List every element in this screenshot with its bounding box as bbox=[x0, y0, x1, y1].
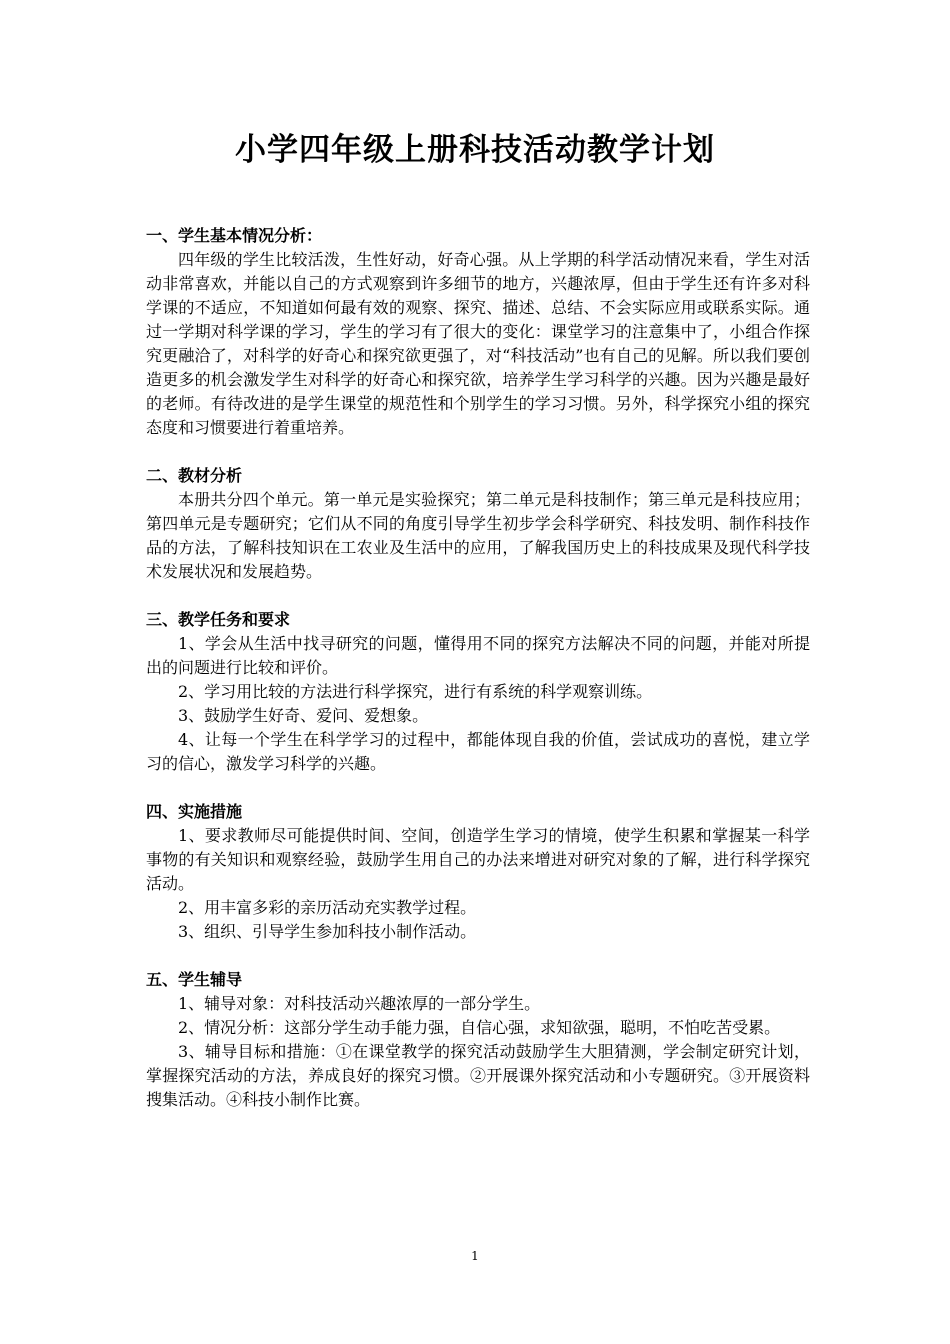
list-item: 1、辅导对象：对科技活动兴趣浓厚的一部分学生。 bbox=[178, 994, 541, 1013]
section-textbook-analysis bbox=[146, 464, 810, 584]
section-paragraph: 本册共分四个单元。第一单元是实验探究；第二单元是科技制作；第三单元是科技应用；第四单元是专题研究；它们从不同的角度引导学生初步学会科学研究、科技发明、制作科技作品的方法，了解科技知识在工农业及生活中的应用，了解我国历史上的科技成果及现代科学技术发展状况和发展趋势。 bbox=[146, 490, 810, 581]
section-paragraph: 四年级的学生比较活泼，生性好动，好奇心强。从上学期的科学活动情况来看，学生对活动非常喜欢，并能以自己的方式观察到许多细节的地方，兴趣浓厚，但由于学生还有许多对科学课的不适应，不知道如何最有效的观察、探究、描述、总结、不会实际应用或联系实际。通过一学期对科学课的学习，学生的学习有了很大的变化：课堂学习的注意集中了，小组合作探究更融洽了，对科学的好奇心和探究欲更强了，对“科技活动”也有自己的见解。所以我们要创造更多的机会激发学生对科学的好奇心和探究欲，培养学生学习科学的兴趣。因为兴趣是最好的老师。有待改进的是学生课堂的规范性和个别学生的学习习惯。另外，科学探究小组的探究态度和习惯要进行着重培养。 bbox=[146, 250, 810, 437]
page-number: 1 bbox=[471, 1249, 479, 1263]
section-student-analysis bbox=[146, 224, 810, 440]
section-heading: 一、学生基本情况分析： bbox=[146, 226, 323, 245]
list-item: 4、让每一个学生在科学学习的过程中，都能体现自我的价值，尝试成功的喜悦，建立学习的信心，激发学习科学的兴趣。 bbox=[146, 730, 810, 773]
document-title: 小学四年级上册科技活动教学计划 bbox=[235, 132, 715, 168]
list-item: 3、辅导目标和措施：①在课堂教学的探究活动鼓励学生大胆猜测，学会制定研究计划，掌握探究活动的方法，养成良好的探究习惯。②开展课外探究活动和小专题研究。③开展资料搜集活动。④科技小制作比赛。 bbox=[146, 1042, 810, 1109]
section-heading: 四、实施措施 bbox=[146, 802, 243, 821]
list-item: 2、学习用比较的方法进行科学探究，进行有系统的科学观察训练。 bbox=[178, 682, 653, 701]
section-heading: 二、教材分析 bbox=[146, 466, 243, 485]
section-student-tutoring bbox=[146, 968, 810, 1112]
document-body bbox=[146, 224, 810, 1136]
list-item: 3、组织、引导学生参加科技小制作活动。 bbox=[178, 922, 477, 941]
list-item: 3、鼓励学生好奇、爱问、爱想象。 bbox=[178, 706, 429, 725]
list-item: 2、用丰富多彩的亲历活动充实教学过程。 bbox=[178, 898, 477, 917]
section-heading: 五、学生辅导 bbox=[146, 970, 243, 989]
section-teaching-tasks bbox=[146, 608, 810, 776]
section-heading: 三、教学任务和要求 bbox=[146, 610, 291, 629]
list-item: 1、要求教师尽可能提供时间、空间，创造学生学习的情境，使学生积累和掌握某一科学事物的有关知识和观察经验，鼓励学生用自己的办法来增进对研究对象的了解，进行科学探究活动。 bbox=[146, 826, 810, 893]
list-item: 2、情况分析：这部分学生动手能力强，自信心强，求知欲强，聪明，不怕吃苦受累。 bbox=[178, 1018, 781, 1037]
section-implementation-measures bbox=[146, 800, 810, 944]
list-item: 1、学会从生活中找寻研究的问题，懂得用不同的探究方法解决不同的问题，并能对所提出的问题进行比较和评价。 bbox=[146, 634, 810, 677]
